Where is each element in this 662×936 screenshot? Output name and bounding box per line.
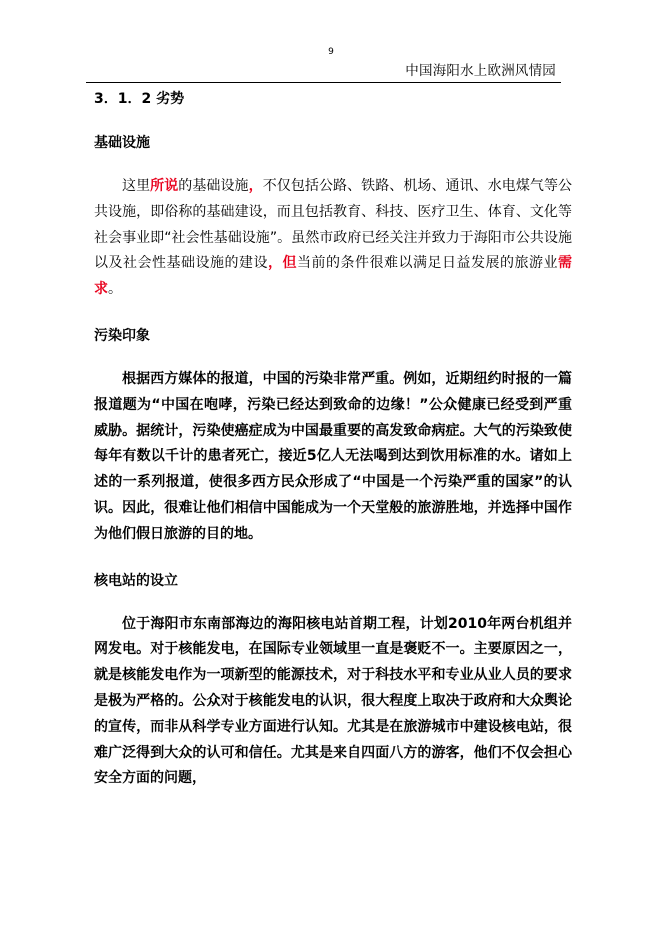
subheading-nuclear-plant: 核电站的设立 <box>94 572 178 589</box>
subheading-infrastructure: 基础设施 <box>94 135 150 151</box>
section-heading: 3．1．2 劣势 <box>94 91 185 107</box>
header-rule <box>86 82 561 83</box>
text-segment: 的基础设施 <box>178 178 249 194</box>
page-number: 9 <box>328 47 334 57</box>
text-segment: 。 <box>108 281 122 298</box>
highlighted-text: ，但 <box>268 255 297 272</box>
text-segment: 不仅包括公路、铁路、机场、通讯、水电煤气等公共设施，即俗称的基础建设，而且包括教育、科技、医疗卫生、体育、文化等社会事业即“社会性基础设施”。虽然市政府已经关注并致力于海阳市公共设施以及社会性基础设施的建设 <box>94 178 573 272</box>
text-segment: 当前的条件很难以满足日益发展的旅游业 <box>297 255 558 272</box>
paragraph-infrastructure <box>94 174 572 303</box>
paragraph-pollution <box>94 367 572 548</box>
header-title: 中国海阳水上欧洲风情园 <box>405 63 556 79</box>
paragraph-nuclear-plant <box>94 612 572 793</box>
highlighted-text: 所说 <box>150 178 179 194</box>
subheading-pollution: 污染印象 <box>94 327 150 344</box>
text-segment: 位于海阳市东南部海边的海阳核电站首期工程，计划2010年两台机组并网发电。对于核能发电，在国际专业领域里一直是褒贬不一。主要原因之一，就是核能发电作为一项新型的能源技术，对于科技水平和专业从业人员的要求是极为严格的。公众对于核能发电的认识，很大程度上取决于政府和大众舆论的宣传，而非从科学专业方面进行认知。尤其是在旅游城市中建设核电站，很难广泛得到大众的认可和信任。尤其是来自四面八方的游客，他们不仅会担心安全方面的问题， <box>94 615 572 787</box>
highlighted-text: 需求 <box>94 255 572 298</box>
text-segment: 这里 <box>122 178 151 194</box>
highlighted-text: ， <box>248 178 263 194</box>
document-body <box>94 88 572 792</box>
text-segment: 根据西方媒体的报道，中国的污染非常严重。例如，近期纽约时报的一篇报道题为“中国在咆哮，污染已经达到致命的边缘！”公众健康已经受到严重威胁。据统计，污染使癌症成为中国最重要的高发致命病症。大气的污染致使每年有数以千计的患者死亡，接近5亿人无法喝到达到饮用标准的水。诸如上述的一系列报道，使很多西方民众形成了“中国是一个污染严重的国家”的认识。因此，很难让他们相信中国能成为一个天堂般的旅游胜地，并选择中国作为他们假日旅游的目的地。 <box>94 370 572 542</box>
